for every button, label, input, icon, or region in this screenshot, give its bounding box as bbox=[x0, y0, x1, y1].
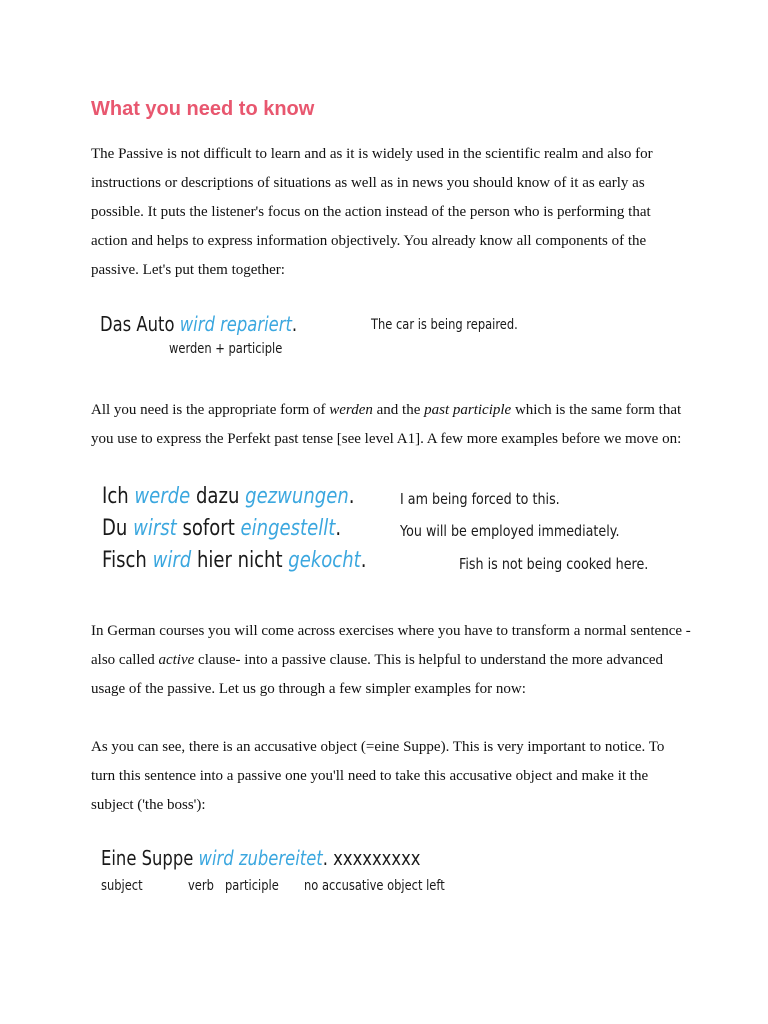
example-sentence-1 bbox=[100, 312, 297, 336]
example-sentence-last bbox=[101, 846, 421, 870]
term-werden: werden bbox=[329, 402, 373, 418]
example-row-2 bbox=[102, 516, 341, 542]
text-run: All you need is the appropriate form of bbox=[91, 402, 330, 418]
example-label: werden + participle bbox=[169, 341, 283, 357]
word-verb: wird bbox=[152, 548, 192, 573]
label-object: no accusative object left bbox=[304, 878, 445, 894]
word-participle: gezwungen bbox=[245, 484, 349, 509]
paragraph-intro: The Passive is not difficult to learn and as it is widely used in the scientific realm and also for instructions or descriptions of situations as well as in news you should know of it as early as possible. It puts the listener's focus on the action instead of the person who is performing that action and helps to express information objectively. You already know all components of the passive. Let's put them together: bbox=[91, 146, 653, 278]
term-past-participle: past participle bbox=[424, 402, 512, 418]
term-active: active bbox=[158, 652, 195, 668]
section-heading: What you need to know bbox=[91, 98, 315, 120]
text-run: and the bbox=[372, 402, 425, 418]
text-run: clause- into a passive clause. This is helpful to understand the more advanced usage of the passive. Let us go through a few simpler examples for now: bbox=[91, 652, 664, 697]
translation-row-2: You will be employed immediately. bbox=[400, 522, 620, 540]
translation-row-1: I am being forced to this. bbox=[400, 490, 560, 508]
example-verb: wird repariert bbox=[179, 312, 292, 336]
text-run: In German courses you will come across exercises where you have to transform a normal sentence - also called bbox=[91, 623, 691, 668]
word-end: . bbox=[335, 516, 342, 541]
paragraph-werden bbox=[91, 396, 691, 454]
word: Ich bbox=[102, 484, 129, 509]
paragraph-active bbox=[91, 617, 691, 704]
example-end: . bbox=[291, 312, 298, 336]
word-verb: wirst bbox=[133, 516, 177, 541]
example-subject: Eine Suppe bbox=[101, 846, 194, 870]
word-participle: gekocht bbox=[288, 548, 361, 573]
example-verb: wird zubereitet bbox=[198, 846, 323, 870]
label-subject: subject bbox=[101, 878, 143, 894]
word-end: . bbox=[360, 548, 367, 573]
word: Fisch bbox=[102, 548, 147, 573]
word: hier nicht bbox=[196, 548, 283, 573]
word: sofort bbox=[182, 516, 235, 541]
label-participle: participle bbox=[225, 878, 279, 894]
example-end: . xxxxxxxxx bbox=[322, 846, 421, 870]
word: Du bbox=[102, 516, 128, 541]
example-row-3 bbox=[102, 548, 366, 574]
word-end: . bbox=[348, 484, 355, 509]
word-verb: werde bbox=[134, 484, 191, 509]
label-verb: verb bbox=[188, 878, 214, 894]
example-translation: The car is being repaired. bbox=[371, 317, 518, 333]
paragraph-accusative: As you can see, there is an accusative object (=eine Suppe). This is very important to notice. To turn this sentence into a passive one you'll need to take this accusative object and make it the subject ('the boss'): bbox=[91, 739, 665, 813]
word-participle: eingestellt bbox=[240, 516, 336, 541]
text-run: which is the same form that you use to express the Perfekt past tense [see level A1]. A few more examples before we move on: bbox=[91, 402, 682, 447]
translation-row-3: Fish is not being cooked here. bbox=[459, 555, 649, 573]
example-subject: Das Auto bbox=[100, 312, 175, 336]
word: dazu bbox=[195, 484, 240, 509]
example-row-1 bbox=[102, 484, 354, 510]
